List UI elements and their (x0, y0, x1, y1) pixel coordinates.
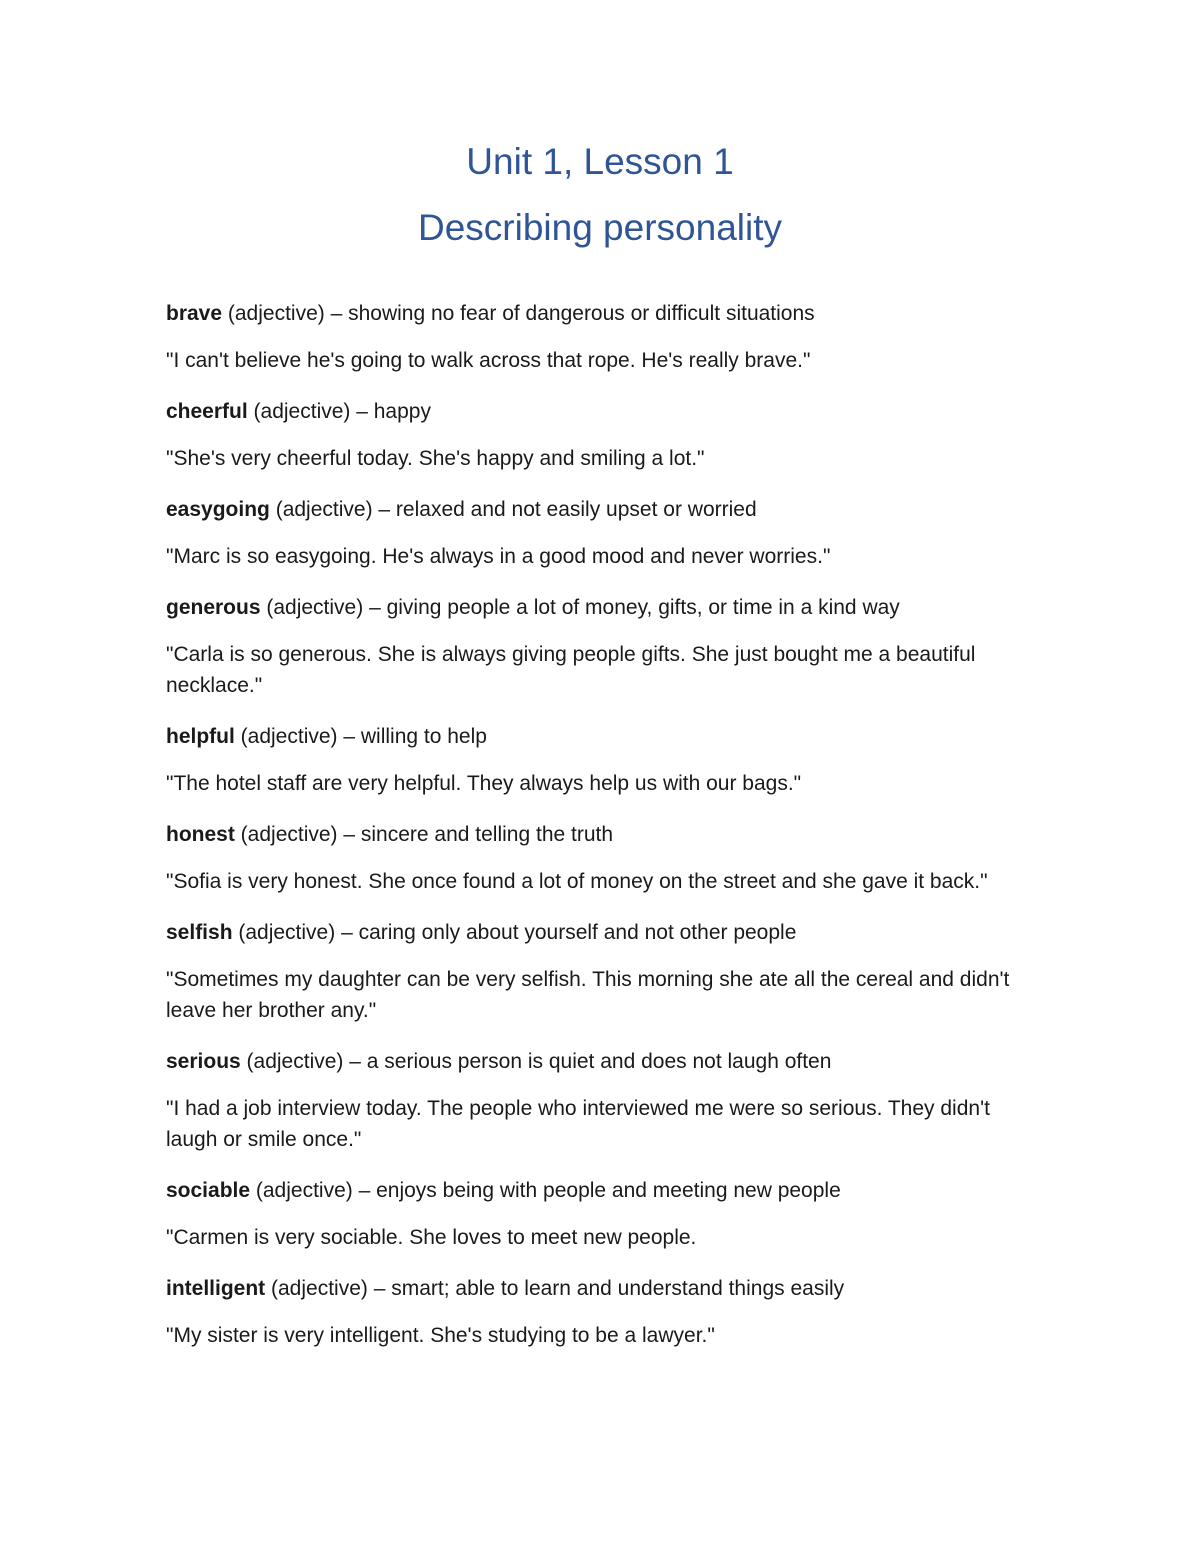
entry-example: "She's very cheerful today. She's happy and smiling a lot." (166, 447, 705, 470)
entry-definition: (adjective) – happy (247, 400, 431, 423)
entry-word: easygoing (166, 498, 270, 521)
entry-example: "Sometimes my daughter can be very selfish. This morning she ate all the cereal and didn't leave her brother any." (166, 968, 1010, 1022)
entry-example: "Marc is so easygoing. He's always in a good mood and never worries." (166, 545, 831, 568)
entry-definition: (adjective) – sincere and telling the truth (234, 823, 614, 846)
page-subtitle: Describing personality (417, 207, 782, 248)
entry-definition: (adjective) – giving people a lot of money, gifts, or time in a kind way (260, 596, 900, 619)
entry-word: honest (166, 823, 235, 846)
entry-word: serious (166, 1050, 241, 1073)
entry-example: "Carmen is very sociable. She loves to meet new people. (166, 1226, 697, 1249)
entry-definition-line (166, 592, 1046, 623)
vocab-entry-intelligent (166, 1273, 1046, 1351)
vocab-entry-easygoing (166, 494, 1046, 572)
entry-definition-line (166, 819, 1046, 850)
vocab-entry-sociable (166, 1175, 1046, 1253)
entry-definition-line (166, 1175, 1046, 1206)
entry-definition-line (166, 1046, 1046, 1077)
page-title: Unit 1, Lesson 1 (466, 141, 734, 182)
vocab-entry-selfish (166, 917, 1046, 1026)
entry-example: "Carla is so generous. She is always giving people gifts. She just bought me a beautiful necklace." (166, 643, 976, 697)
entry-example: "I can't believe he's going to walk across that rope. He's really brave." (166, 349, 811, 372)
vocab-entry-cheerful (166, 396, 1046, 474)
entry-word: brave (166, 302, 223, 325)
entry-word: generous (166, 596, 261, 619)
entry-example: "My sister is very intelligent. She's studying to be a lawyer." (166, 1324, 715, 1347)
entry-definition: (adjective) – a serious person is quiet and does not laugh often (240, 1050, 832, 1073)
entry-definition: (adjective) – willing to help (234, 725, 487, 748)
entry-example: "I had a job interview today. The people who interviewed me were so serious. They didn't laugh or smile once." (166, 1097, 990, 1151)
entry-definition-line (166, 396, 1046, 427)
entry-definition-line (166, 721, 1046, 752)
entry-definition: (adjective) – showing no fear of dangerous or difficult situations (222, 302, 815, 325)
entry-word: intelligent (166, 1277, 266, 1300)
entry-definition-line (166, 298, 1046, 329)
entry-word: sociable (166, 1179, 251, 1202)
entry-definition: (adjective) – enjoys being with people and meeting new people (250, 1179, 841, 1202)
entry-word: selfish (166, 921, 233, 944)
entry-example: "The hotel staff are very helpful. They always help us with our bags." (166, 772, 802, 795)
entry-definition-line (166, 917, 1046, 948)
vocabulary-list (166, 298, 1046, 1371)
entry-definition-line (166, 1273, 1046, 1304)
entry-word: helpful (166, 725, 235, 748)
vocab-entry-honest (166, 819, 1046, 897)
entry-definition-line (166, 494, 1046, 525)
vocab-entry-brave (166, 298, 1046, 376)
vocab-entry-serious (166, 1046, 1046, 1155)
entry-definition: (adjective) – relaxed and not easily upset or worried (269, 498, 757, 521)
entry-definition: (adjective) – caring only about yourself and not other people (232, 921, 797, 944)
entry-definition: (adjective) – smart; able to learn and understand things easily (265, 1277, 845, 1300)
vocab-entry-generous (166, 592, 1046, 701)
vocab-entry-helpful (166, 721, 1046, 799)
entry-example: "Sofia is very honest. She once found a lot of money on the street and she gave it back." (166, 870, 988, 893)
entry-word: cheerful (166, 400, 248, 423)
